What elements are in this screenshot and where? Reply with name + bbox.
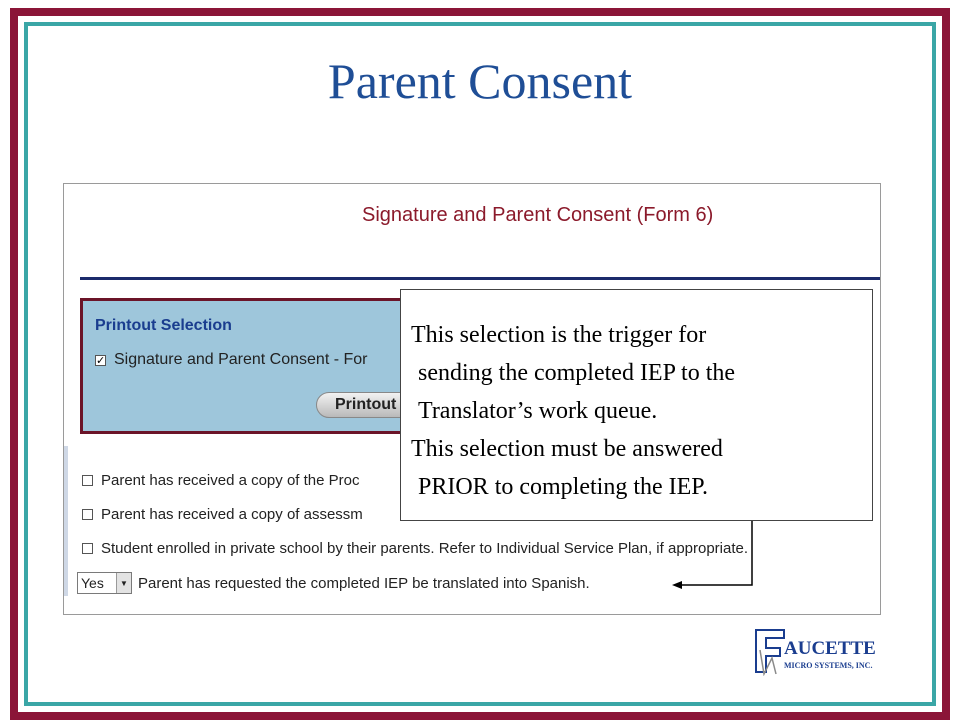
slide-title: Parent Consent — [327, 53, 633, 109]
chevron-down-icon[interactable]: ▼ — [116, 573, 131, 593]
company-logo — [754, 624, 894, 684]
logo-name: AUCETTE — [784, 638, 876, 659]
printout-checkbox-label: Signature and Parent Consent - For — [114, 351, 368, 368]
callout-line-3: Translator’s work queue. — [418, 398, 658, 424]
consent-label-private-school: Student enrolled in private school by their parents. Refer to Individual Service Plan, if appropriate. — [101, 540, 749, 557]
translation-label: Parent has requested the completed IEP be translated into Spanish. — [138, 574, 590, 592]
printout-button[interactable]: Printout — [316, 392, 476, 418]
callout-line-2: sending the completed IEP to the — [418, 360, 736, 386]
callout-line-1: This selection is the trigger for — [411, 322, 707, 348]
form-title: Signature and Parent Consent (Form 6) — [362, 204, 714, 226]
callout-line-5: PRIOR to completing the IEP. — [418, 474, 708, 500]
consent-label-procedural: Parent has received a copy of the Proc — [101, 472, 360, 489]
logo-subtitle: MICRO SYSTEMS, INC. — [784, 661, 873, 670]
printout-selection-heading: Printout Selection — [95, 317, 232, 334]
connector-line — [678, 521, 752, 585]
logo-mark-icon — [754, 628, 786, 676]
consent-label-assessment: Parent has received a copy of assessm — [101, 506, 363, 523]
arrowhead-icon — [672, 581, 682, 589]
printout-checkbox[interactable]: ✓ — [96, 354, 106, 367]
callout-line-4: This selection must be answered — [411, 436, 723, 462]
translation-select-value: Yes — [81, 575, 104, 591]
